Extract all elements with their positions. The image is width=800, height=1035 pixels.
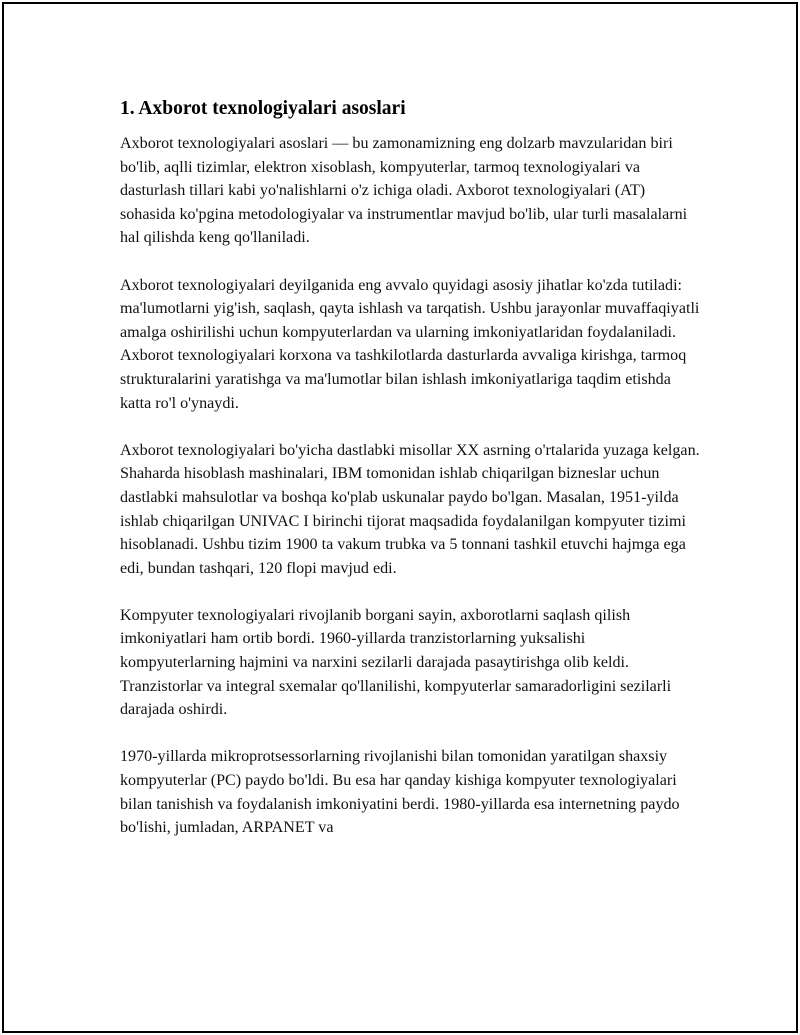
- document-body: [120, 96, 700, 840]
- page-frame: [2, 2, 798, 1033]
- paragraph-2: Axborot texnologiyalari deyilganida eng avvalo quyidagi asosiy jihatlar ko'zda tutiladi: ma'lumotlarni yig'ish, saqlash, qayta ishlash va tarqatish. Ushbu jarayonlar muvaffaqiyatli amalga oshirilishi uchun kompyuterlardan va ularning imkoniyatlaridan foydalaniladi. Axborot texnologiyalari korxona va tashkilotlarda dasturlarda avvaliga kirishga, tarmoq strukturalarini yaratishga va ma'lumotlar bilan ishlash imkoniyatlariga taqdim etishda katta ro'l o'ynaydi.: [120, 276, 700, 412]
- paragraph-5: 1970-yillarda mikroprotsessorlarning rivojlanishi bilan tomonidan yaratilgan shaxsiy kompyuterlar (PC) paydo bo'ldi. Bu esa har qanday kishiga kompyuter texnologiyalari bilan tanishish va foydalanish imkoniyatini berdi. 1980-yillarda esa internetning paydo bo'lishi, jumladan, ARPANET va: [120, 748, 680, 837]
- section-heading: 1. Axborot texnologiyalari asoslari: [120, 98, 406, 119]
- paragraph-4: Kompyuter texnologiyalari rivojlanib borgani sayin, axborotlarni saqlash qilish imkoniyatlari ham ortib bordi. 1960-yillarda tranzistorlarning yuksalishi kompyuterlarning hajmini va narxini sezilarli darajada pasaytirishga olib keldi. Tranzistorlar va integral sxemalar qo'llanilishi, kompyuterlar samaradorligini sezilarli darajada oshirdi.: [120, 606, 672, 719]
- paragraph-1: Axborot texnologiyalari asoslari — bu zamonamizning eng dolzarb mavzularidan biri bo'lib, aqlli tizimlar, elektron xisoblash, kompyuterlar, tarmoq texnologiyalari va dasturlash tillari kabi yo'nalishlarni o'z ichiga oladi. Axborot texnologiyalari (AT) sohasida ko'pgina metodologiyalar va instrumentlar mavjud bo'lib, ular turli masalalarni hal qilishda keng qo'llaniladi.: [120, 135, 688, 247]
- paragraph-3: Axborot texnologiyalari bo'yicha dastlabki misollar XX asrning o'rtalarida yuzaga kelgan. Shaharda hisoblash mashinalari, IBM tomonidan ishlab chiqarilgan bizneslar uchun dastlabki mahsulotlar va boshqa ko'plab uskunalar paydo bo'lgan. Masalan, 1951-yilda ishlab chiqarilgan UNIVAC I birinchi tijorat maqsadida foydalanilgan kompyuter tizimi hisoblanadi. Ushbu tizim 1900 ta vakum trubka va 5 tonnani tashkil etuvchi hajmga ega edi, bundan tashqari, 120 flopi mavjud edi.: [120, 441, 700, 577]
